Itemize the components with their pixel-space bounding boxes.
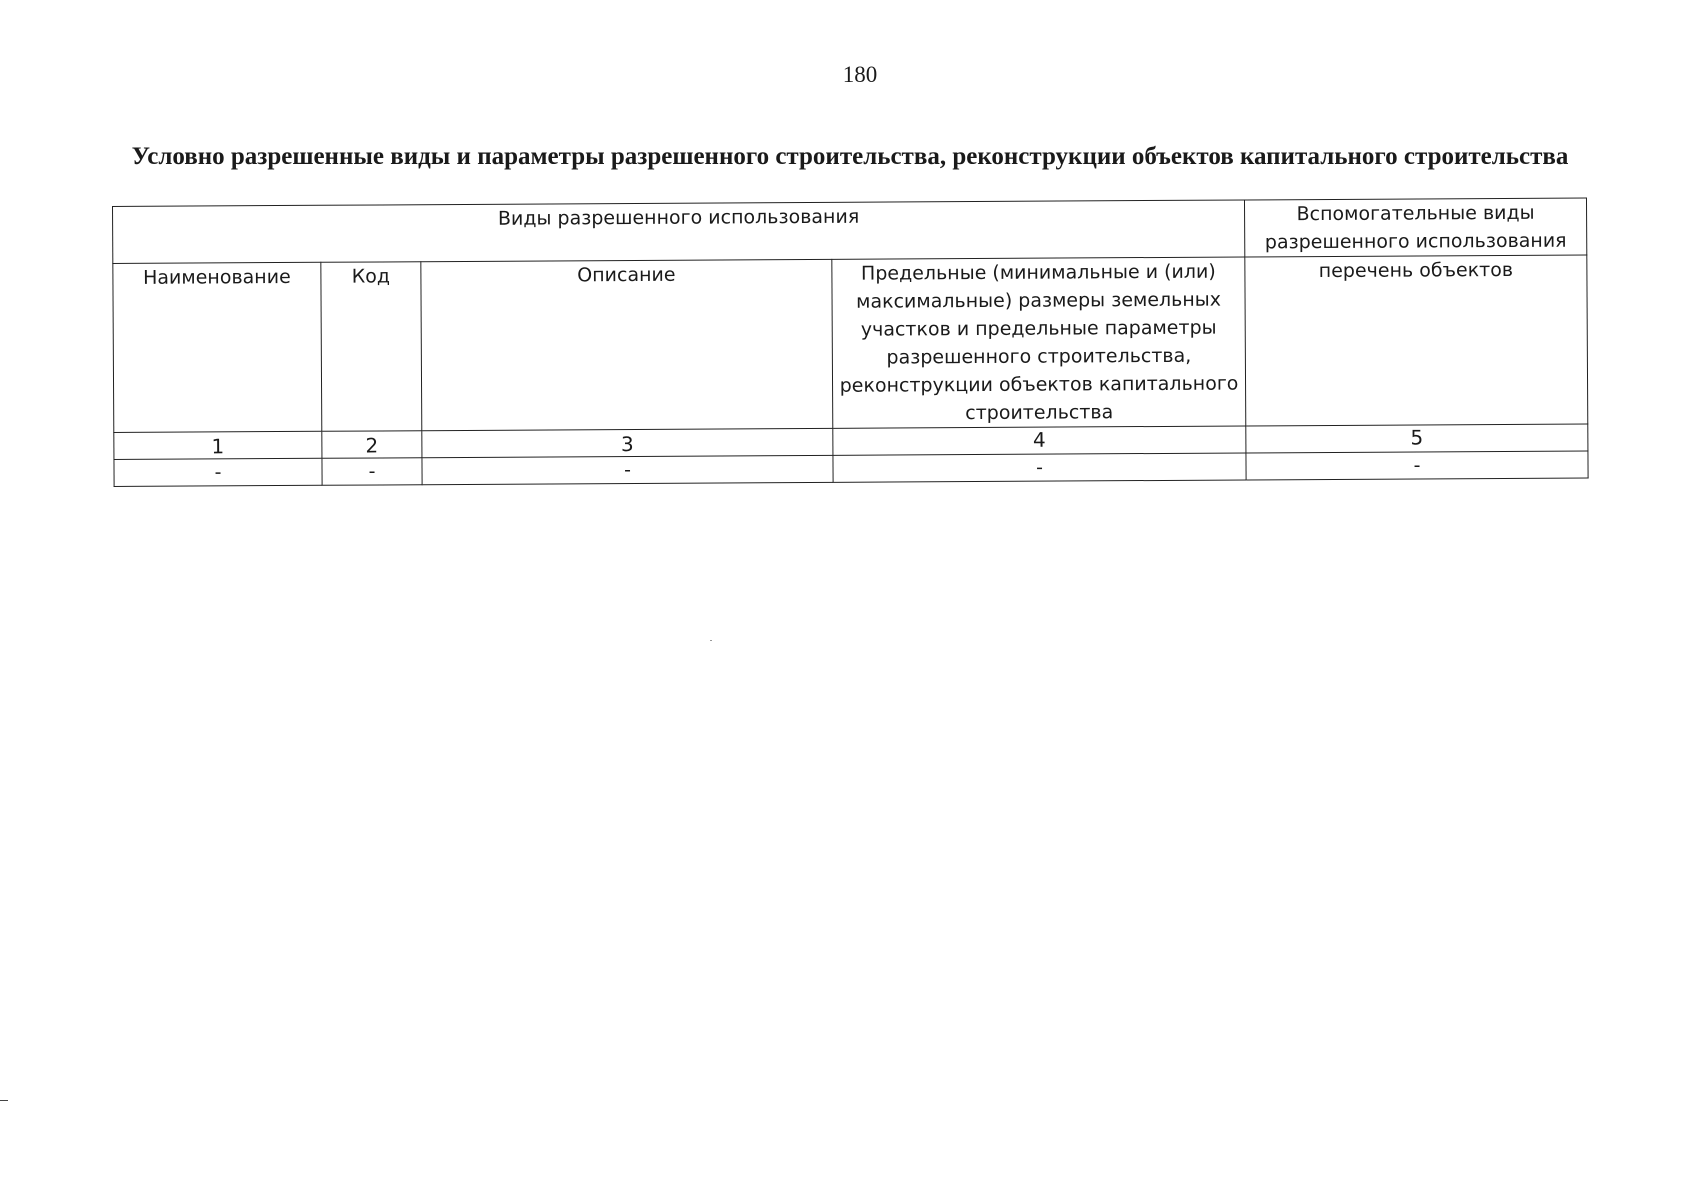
document-title: Условно разрешенные виды и параметры разрешенного строительства, реконструкции объектов капитального строительства <box>131 143 1569 170</box>
column-header-name: Наименование <box>113 262 322 432</box>
column-number-3: 3 <box>422 428 833 457</box>
scan-artifact-dot <box>710 640 712 641</box>
group-header-main: Виды разрешенного использования <box>113 200 1245 264</box>
page-number: 180 <box>842 62 878 87</box>
table-cell-object-list: - <box>1246 451 1588 480</box>
table-cell-code: - <box>322 458 422 486</box>
column-header-row <box>113 255 1588 432</box>
column-number-5: 5 <box>1246 424 1588 453</box>
column-header-description: Описание <box>421 259 833 430</box>
column-number-1: 1 <box>114 431 322 459</box>
usage-table-container <box>112 198 1588 487</box>
table-cell-parameters: - <box>833 453 1246 482</box>
column-number-4: 4 <box>833 426 1246 455</box>
permitted-use-table <box>112 198 1589 487</box>
column-header-code: Код <box>321 262 422 432</box>
table-cell-name: - <box>114 458 322 486</box>
column-header-object-list: перечень объектов <box>1245 255 1588 426</box>
group-header-auxiliary: Вспомогательные виды разрешенного использования <box>1244 198 1586 257</box>
column-header-parameters: Предельные (минимальные и (или) максимальные) размеры земельных участков и предельные параметры разрешенного строительства, реконструкции объектов капитального строительства <box>832 257 1246 428</box>
column-number-2: 2 <box>322 431 422 459</box>
group-header-row <box>113 198 1587 263</box>
scan-artifact-mark <box>0 1100 8 1101</box>
table-cell-description: - <box>422 455 833 484</box>
